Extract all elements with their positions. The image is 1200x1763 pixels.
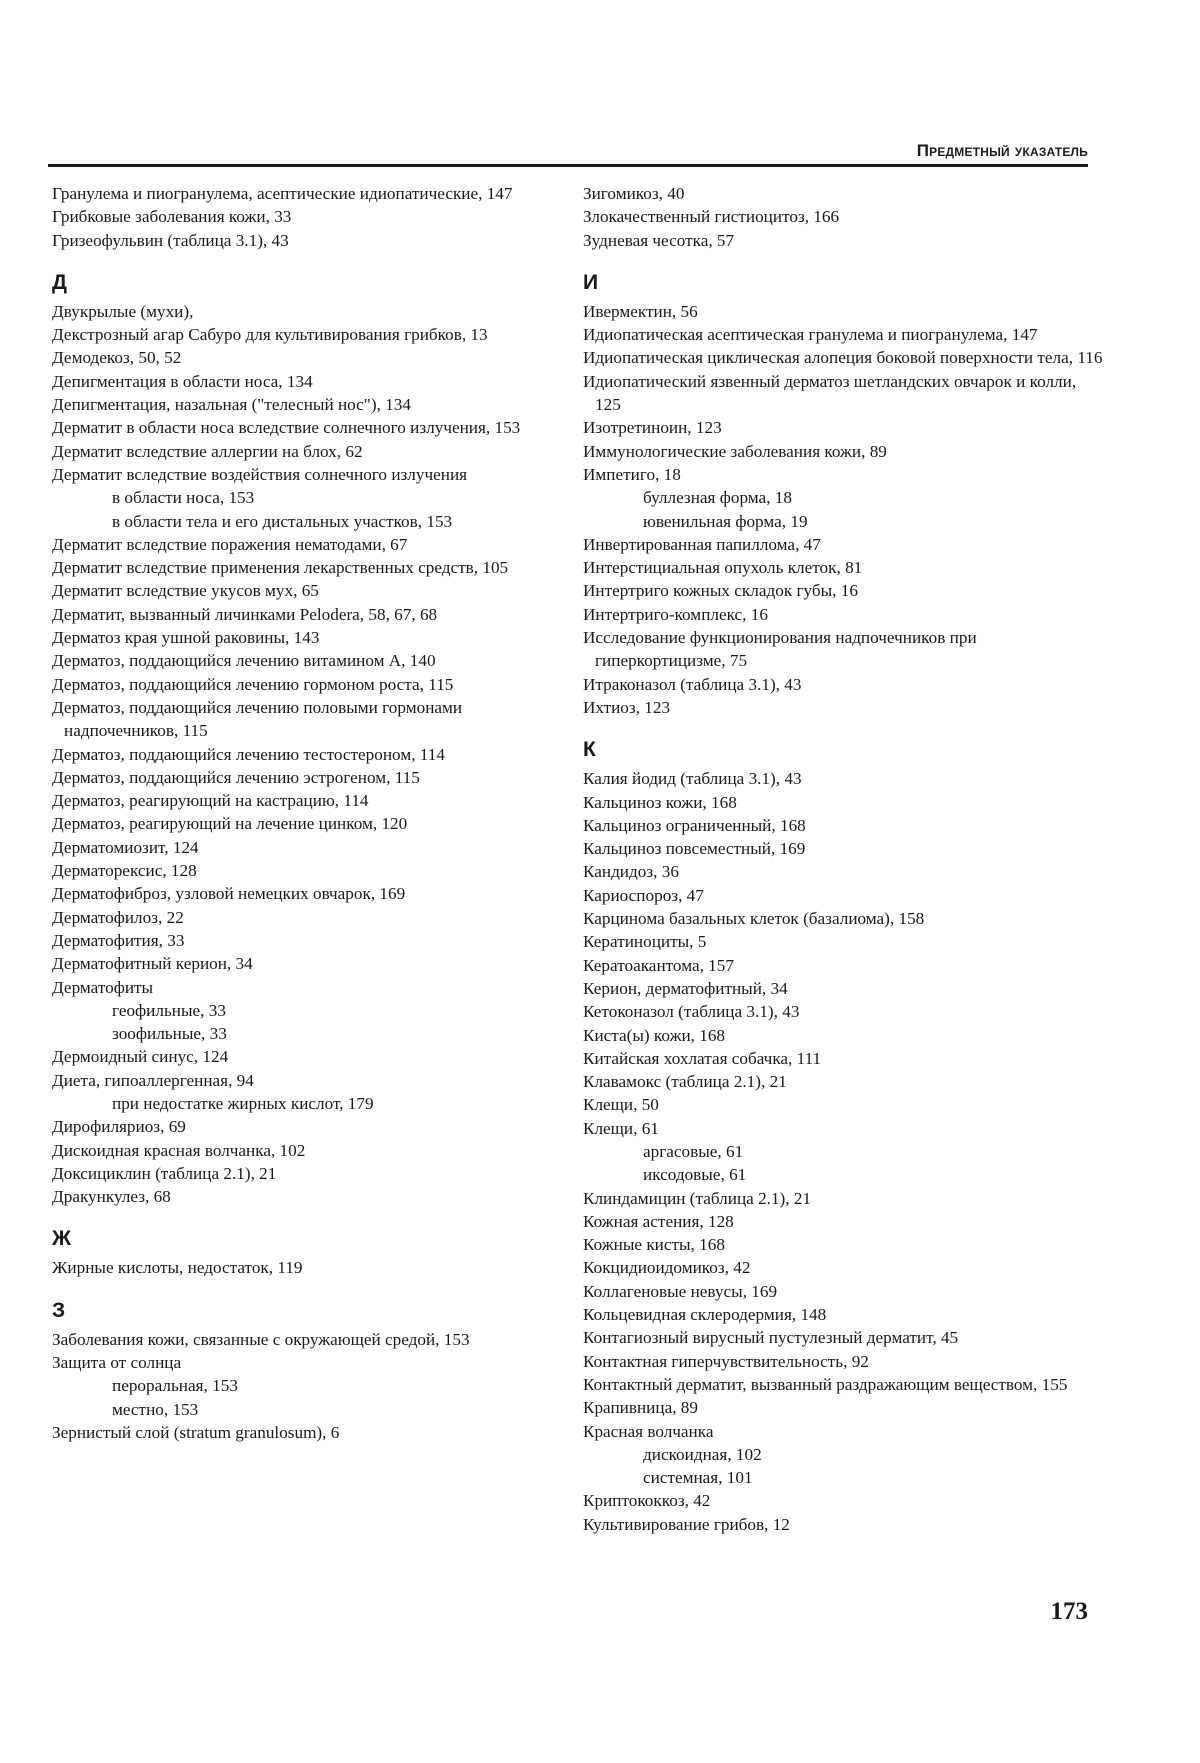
index-subentry: буллезная форма, 18: [643, 488, 792, 508]
index-entry: Коллагеновые невусы, 169: [583, 1281, 778, 1301]
index-entry: Дерматофиты: [52, 977, 154, 997]
page-number: 173: [1050, 1598, 1088, 1625]
index-entry: Интертриго-комплекс, 16: [583, 604, 768, 624]
index-entry: Дерматоз, реагирующий на лечение цинком, 120: [52, 814, 408, 834]
index-letter-heading: И: [583, 270, 599, 294]
index-entry: Депигментация в области носа, 134: [52, 371, 313, 391]
index-entry: Кетоконазол (таблица 3.1), 43: [583, 1002, 800, 1022]
index-entry: Кальциноз повсеместный, 169: [583, 839, 806, 859]
index-entry: Дерматоз, поддающийся лечению эстрогеном, 115: [52, 767, 420, 787]
index-subentry: аргасовые, 61: [643, 1141, 744, 1161]
index-entry: Инвертированная папиллома, 47: [583, 534, 821, 554]
index-entry: Дискоидная красная волчанка, 102: [52, 1140, 306, 1160]
index-entry: Криптококкоз, 42: [583, 1491, 711, 1511]
index-entry: Клавамокс (таблица 2.1), 21: [583, 1072, 787, 1092]
index-entry: Кандидоз, 36: [583, 862, 679, 882]
index-entry: Импетиго, 18: [583, 464, 681, 484]
index-subentry: в области носа, 153: [112, 488, 255, 508]
index-entry: Дерматит вследствие аллергии на блох, 62: [52, 441, 363, 461]
index-entry: Доксициклин (таблица 2.1), 21: [52, 1163, 277, 1183]
index-subentry: ювенильная форма, 19: [643, 511, 808, 531]
index-entry: Дерматит вследствие поражения нематодами, 67: [52, 534, 408, 554]
index-entry: Дерматомиозит, 124: [52, 837, 199, 857]
index-entry: Дерматоз края ушной раковины, 143: [52, 628, 320, 648]
index-entry: Кератоакантома, 157: [583, 955, 734, 975]
index-entry: Интерстициальная опухоль клеток, 81: [583, 558, 863, 578]
index-column-right: [583, 182, 1103, 1536]
index-entry: Клещи, 61: [583, 1118, 659, 1138]
index-entry: Иммунологические заболевания кожи, 89: [583, 441, 887, 461]
index-entry: Клиндамицин (таблица 2.1), 21: [583, 1188, 812, 1208]
index-entry: Кожная астения, 128: [583, 1211, 734, 1231]
index-entry: Дерматоз, реагирующий на кастрацию, 114: [52, 791, 369, 811]
index-entry: Идиопатический язвенный дерматоз шетландских овчарок и колли, 125: [583, 371, 1077, 415]
index-entry: Дерматит, вызванный личинками Pelodera, 58, 67, 68: [52, 604, 438, 624]
index-entry: Карцинома базальных клеток (базалиома), 158: [583, 909, 925, 929]
index-entry: Кальциноз кожи, 168: [583, 792, 737, 812]
index-entry: Диета, гипоаллергенная, 94: [52, 1070, 254, 1090]
index-entry: Дерматоз, поддающийся лечению половыми гормонами надпочечников, 115: [52, 697, 463, 741]
index-entry: Кератиноциты, 5: [583, 932, 707, 952]
index-entry: Гризеофульвин (таблица 3.1), 43: [52, 230, 289, 250]
index-entry: Кальциноз ограниченный, 168: [583, 815, 806, 835]
index-entry: Идиопатическая циклическая алопеция боковой поверхности тела, 116: [583, 348, 1103, 368]
index-entry: Защита от солнца: [52, 1353, 182, 1373]
index-entry: Дермоидный синус, 124: [52, 1047, 229, 1067]
index-subentry: геофильные, 33: [112, 1000, 226, 1020]
index-entry: Дерматофилоз, 22: [52, 907, 184, 927]
index-entry: Дерматит вследствие укусов мух, 65: [52, 581, 319, 601]
index-entry: Клещи, 50: [583, 1095, 659, 1115]
index-entry: Контагиозный вирусный пустулезный дерматит, 45: [583, 1328, 959, 1348]
index-entry: Керион, дерматофитный, 34: [583, 978, 788, 998]
index-entry: Киста(ы) кожи, 168: [583, 1025, 726, 1045]
index-entry: Контактная гиперчувствительность, 92: [583, 1351, 869, 1371]
index-subentry: дискоидная, 102: [643, 1444, 762, 1464]
index-entry: Крапивница, 89: [583, 1398, 698, 1418]
index-entry: Злокачественный гистиоцитоз, 166: [583, 207, 840, 227]
index-entry: Жирные кислоты, недостаток, 119: [52, 1258, 303, 1278]
index-entry: Китайская хохлатая собачка, 111: [583, 1048, 822, 1068]
index-entry: Ивермектин, 56: [583, 301, 698, 321]
index-subentry: местно, 153: [112, 1399, 199, 1419]
index-entry: Зигомикоз, 40: [583, 184, 685, 203]
index-entry: Дирофиляриоз, 69: [52, 1117, 186, 1137]
index-entry: Демодекоз, 50, 52: [52, 348, 182, 368]
index-entry: Двукрылые (мухи),: [52, 301, 194, 321]
index-entry: Калия йодид (таблица 3.1), 43: [583, 769, 802, 789]
index-entry: Изотретиноин, 123: [583, 418, 722, 438]
index-entry: Кольцевидная склеродермия, 148: [583, 1305, 827, 1325]
index-entry: Кариоспороз, 47: [583, 885, 704, 905]
index-subentry: иксодовые, 61: [643, 1165, 747, 1185]
index-entry: Гранулема и пиогранулема, асептические идиопатические, 147: [52, 184, 513, 203]
running-header: [48, 140, 1088, 167]
index-subentry: в области тела и его дистальных участков, 153: [112, 511, 453, 531]
index-entry: Зудневая чесотка, 57: [583, 230, 735, 250]
index-entry: Дерматофития, 33: [52, 930, 185, 950]
index-entry: Красная волчанка: [583, 1421, 714, 1441]
index-entry: Кокцидиоидомикоз, 42: [583, 1258, 751, 1278]
index-entry: Зернистый слой (stratum granulosum), 6: [52, 1422, 340, 1442]
index-entry: Ихтиоз, 123: [583, 697, 671, 717]
index-entry: Итраконазол (таблица 3.1), 43: [583, 674, 802, 694]
index-subentry: зоофильные, 33: [112, 1024, 227, 1044]
index-entry: Декстрозный агар Сабуро для культивирования грибков, 13: [52, 325, 488, 345]
index-entry: Заболевания кожи, связанные с окружающей средой, 153: [52, 1329, 470, 1349]
index-subentry: пероральная, 153: [112, 1376, 238, 1396]
index-entry: Депигментация, назальная ("телесный нос"), 134: [52, 395, 411, 415]
index-letter-heading: Ж: [52, 1227, 71, 1251]
index-entry: Дракункулез, 68: [52, 1187, 171, 1207]
index-subentry: при недостатке жирных кислот, 179: [112, 1093, 374, 1113]
index-entry: Дерматорексис, 128: [52, 861, 197, 881]
index-letter-heading: Д: [52, 270, 67, 294]
index-entry: Дерматоз, поддающийся лечению гормоном роста, 115: [52, 674, 454, 694]
index-entry: Дерматофиброз, узловой немецких овчарок, 169: [52, 884, 406, 904]
index-letter-heading: К: [583, 738, 596, 762]
index-entry: Грибковые заболевания кожи, 33: [52, 207, 292, 227]
index-subentry: системная, 101: [643, 1468, 753, 1488]
index-entry: Контактный дерматит, вызванный раздражающим веществом, 155: [583, 1374, 1068, 1394]
index-entry: Интертриго кожных складок губы, 16: [583, 581, 858, 601]
index-entry: Идиопатическая асептическая гранулема и пиогранулема, 147: [583, 325, 1038, 345]
index-entry: Дерматоз, поддающийся лечению витамином А, 140: [52, 651, 436, 671]
index-entry: Исследование функционирования надпочечников при гиперкортицизме, 75: [583, 628, 977, 671]
index-entry: Дерматит в области носа вследствие солнечного излучения, 153: [52, 418, 521, 438]
index-letter-heading: З: [52, 1298, 66, 1322]
index-entry: Дерматоз, поддающийся лечению тестостероном, 114: [52, 744, 445, 764]
running-header-title: Предметный указатель: [916, 141, 1088, 160]
index-entry: Кожные кисты, 168: [583, 1235, 725, 1255]
index-column-left: [52, 182, 562, 1444]
index-entry: Культивирование грибов, 12: [583, 1514, 790, 1534]
index-entry: Дерматофитный керион, 34: [52, 954, 253, 974]
index-entry: Дерматит вследствие применения лекарственных средств, 105: [52, 558, 509, 578]
index-entry: Дерматит вследствие воздействия солнечного излучения: [52, 464, 468, 484]
